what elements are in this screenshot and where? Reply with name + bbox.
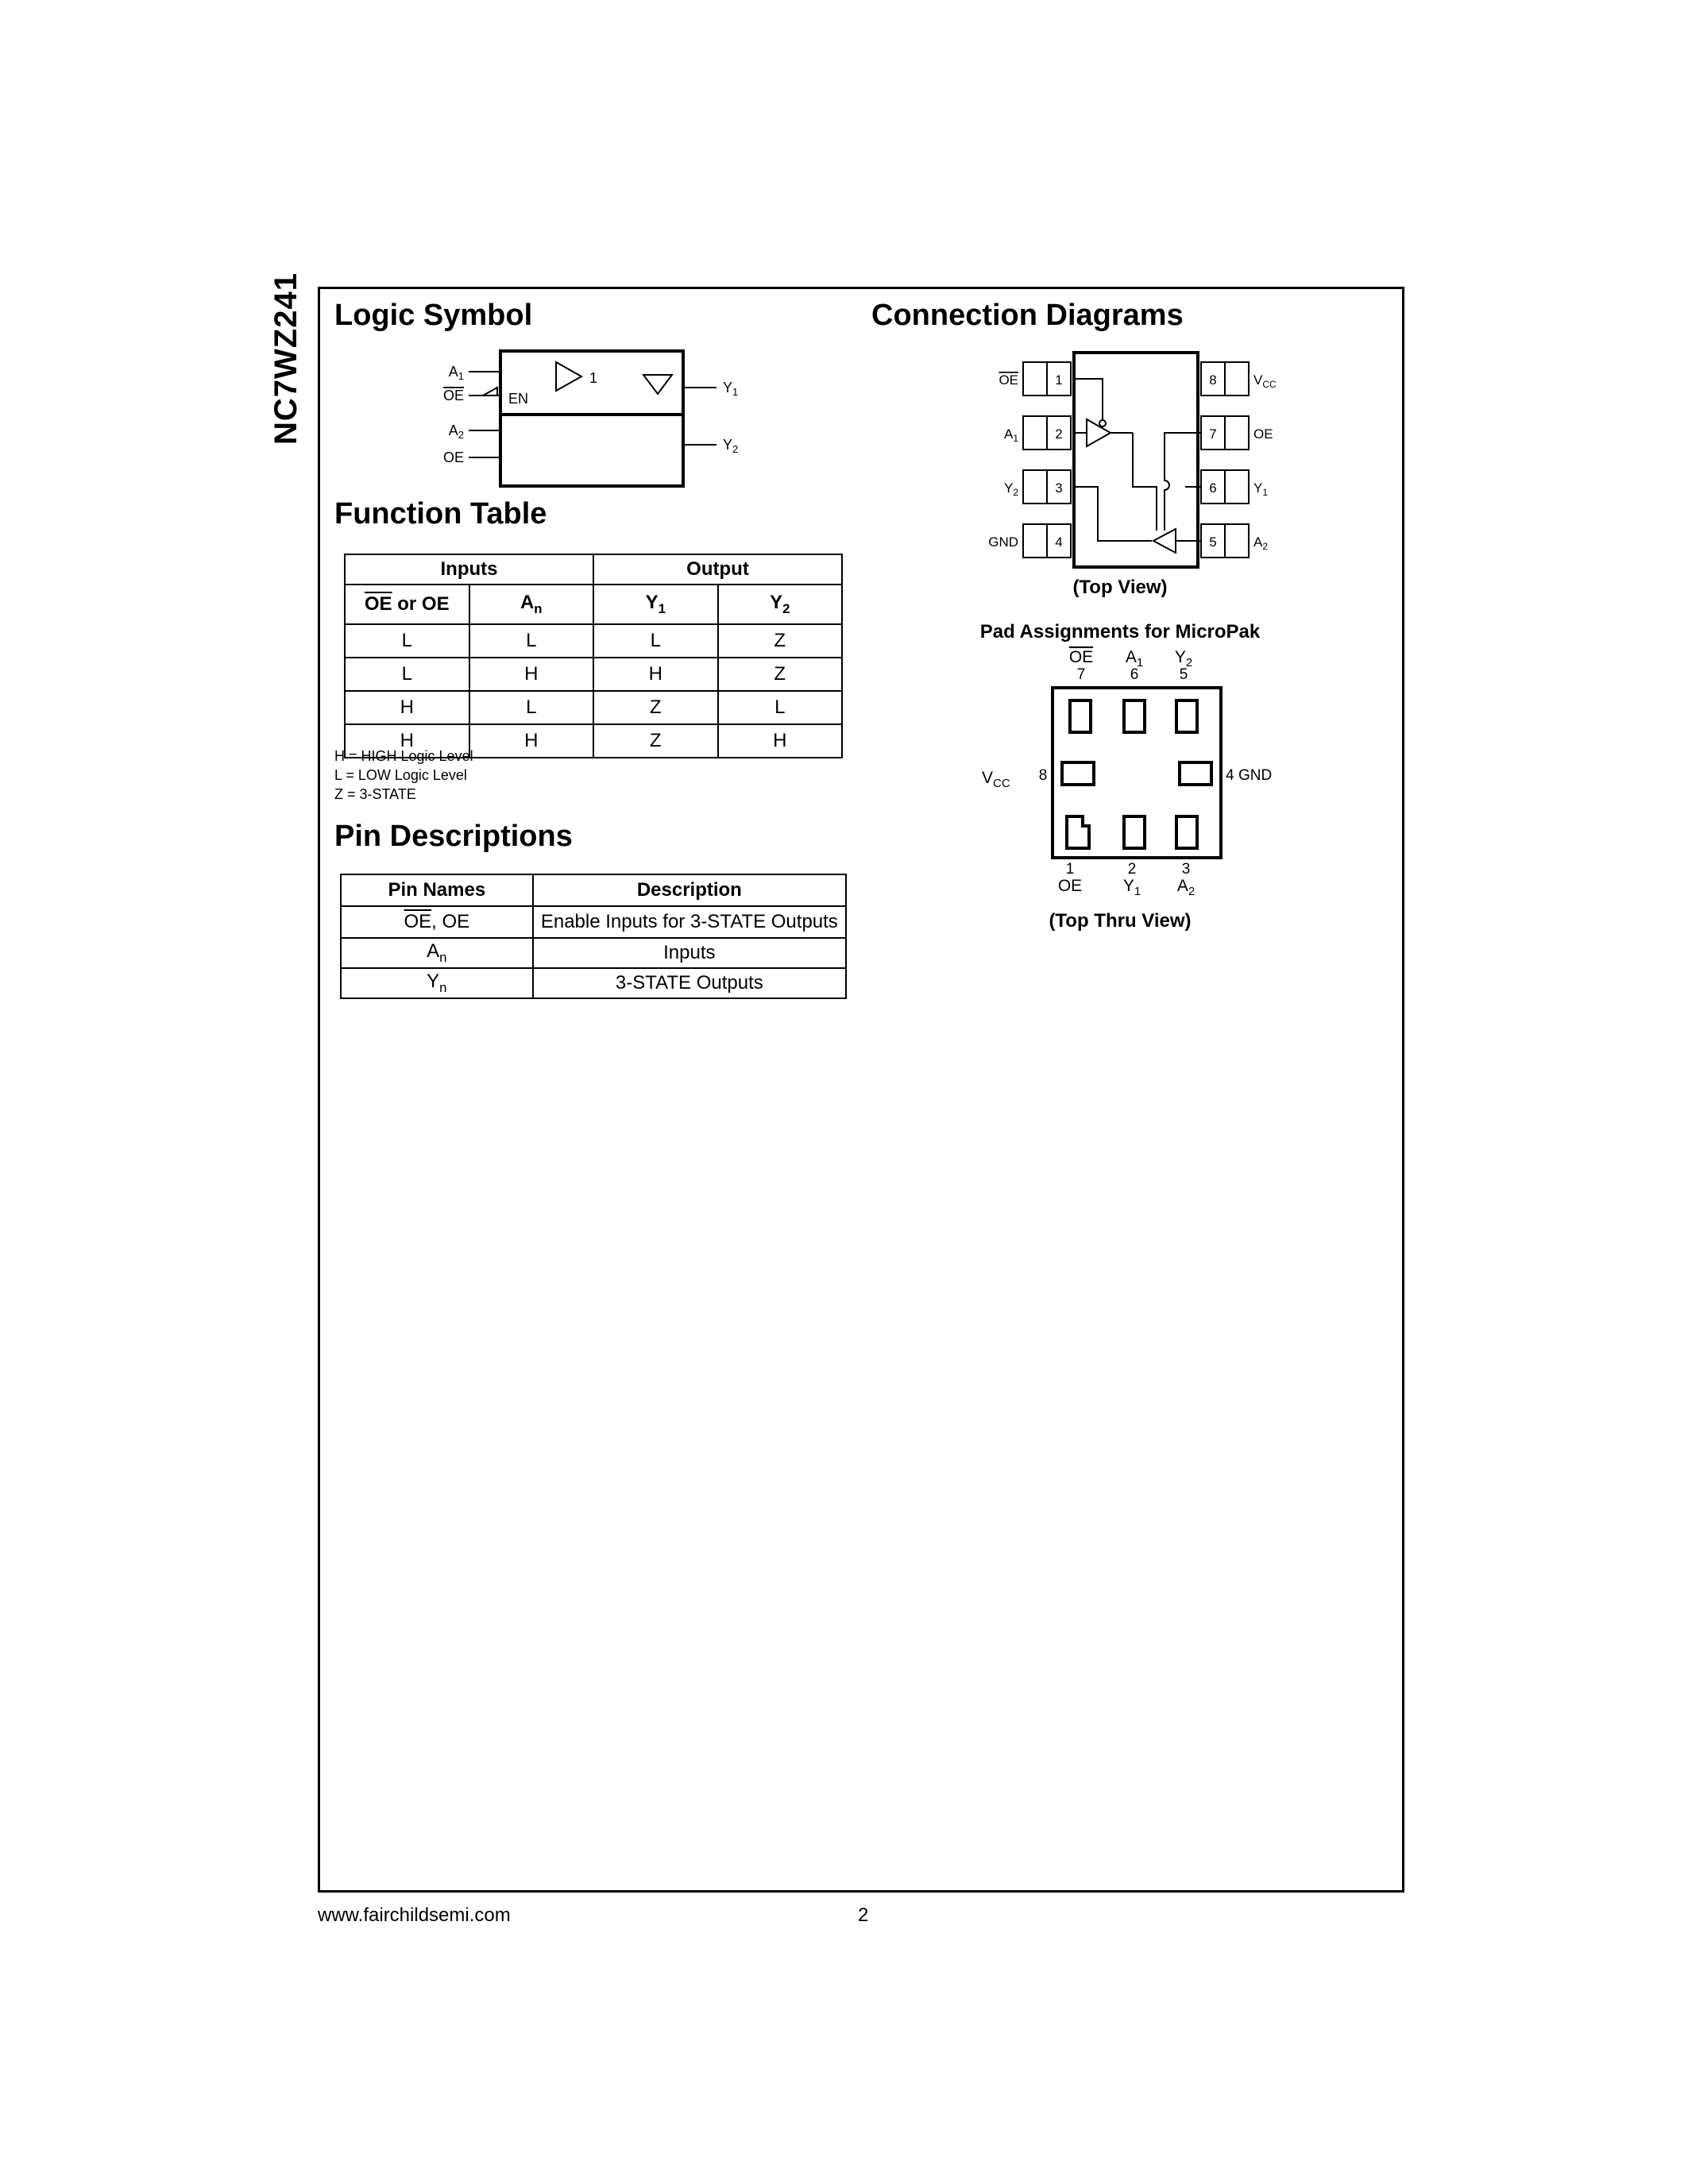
pad-number: 4 <box>1226 767 1234 784</box>
bottom-pad-label-a2: $A_2$ <box>1176 877 1196 898</box>
table-row <box>341 906 846 938</box>
pin-number: 6 <box>1209 480 1217 496</box>
pin-number: 4 <box>1055 534 1063 550</box>
table-row <box>345 658 842 691</box>
table-cell: H <box>718 724 843 758</box>
pd-description: Enable Inputs for 3-STATE Outputs <box>533 906 846 938</box>
pin-label-gnd: GND <box>988 534 1018 550</box>
table-cell: H <box>593 658 718 691</box>
heading-logic-symbol: Logic Symbol <box>334 299 533 332</box>
top-pad-label-oe: OE <box>1068 648 1094 666</box>
pd-name: $\overline{OE}$, OE <box>341 906 533 938</box>
top-pad-label-y2: $Y_2$ <box>1174 648 1193 669</box>
side-pad-label-gnd: GND <box>1238 767 1273 784</box>
table-row <box>341 938 846 968</box>
pin-label-y1: $Y_1$ <box>1253 480 1269 498</box>
ls-output-y2: $Y_2$ <box>723 437 739 455</box>
pad-4 <box>1180 762 1211 785</box>
pin-label-oe: OE <box>1253 426 1273 442</box>
pad-2 <box>1124 816 1145 848</box>
pin-number: 1 <box>1055 372 1063 388</box>
pad-number: 7 <box>1076 666 1086 683</box>
connection-caption: (Top View) <box>1072 577 1168 598</box>
ls-input-oe-bar: OE <box>442 388 464 403</box>
table-cell: L <box>469 624 594 658</box>
table-cell: L <box>593 624 718 658</box>
right-pin-boxes <box>1201 362 1249 558</box>
micropak-diagram <box>973 643 1291 905</box>
ls-input-oe: OE <box>442 450 464 465</box>
ls-en-label: EN <box>508 391 529 407</box>
side-part-number: NC7WZ241 <box>268 272 303 445</box>
logic-symbol-diagram <box>429 341 763 492</box>
ls-output-y1: $Y_1$ <box>723 380 739 398</box>
pd-name: $A_n$ <box>341 938 533 968</box>
pin-label-vcc: $V_{CC}$ <box>1253 372 1277 390</box>
buffer-1-icon <box>1087 419 1111 446</box>
footer-url[interactable]: www.fairchildsemi.com <box>318 1904 511 1926</box>
pad-3 <box>1176 816 1197 848</box>
pin-number: 3 <box>1055 480 1063 496</box>
pad-number: 3 <box>1181 861 1191 878</box>
table-cell: Z <box>718 624 843 658</box>
pin-number: 5 <box>1209 534 1217 550</box>
pad-7 <box>1070 700 1091 732</box>
micropak-caption: (Top Thru View) <box>1049 910 1192 932</box>
pad-5 <box>1176 700 1197 732</box>
ft-group-output: Output <box>593 554 842 585</box>
pad-number: 6 <box>1130 666 1139 683</box>
pin-label-a2: $A_2$ <box>1253 534 1269 552</box>
legend-high: H = HIGH Logic Level <box>334 748 473 764</box>
pad-number: 1 <box>1065 861 1075 878</box>
table-cell: Z <box>718 658 843 691</box>
pad-number: 5 <box>1179 666 1188 683</box>
pad-8 <box>1062 762 1094 785</box>
pd-name: $Y_n$ <box>341 968 533 998</box>
buffer-icon <box>556 362 581 391</box>
legend-z: Z = 3-STATE <box>334 786 416 802</box>
pd-description: 3-STATE Outputs <box>533 968 846 998</box>
function-table <box>344 554 843 758</box>
ft-group-inputs: Inputs <box>345 554 593 585</box>
legend-low: L = LOW Logic Level <box>334 767 467 783</box>
bottom-pad-label-oe: OE <box>1057 877 1083 895</box>
table-cell: H <box>345 724 469 758</box>
table-cell: L <box>345 658 469 691</box>
pad-number: 8 <box>1038 767 1048 784</box>
pin-descriptions-table <box>340 874 847 999</box>
table-row <box>341 968 846 998</box>
pad-number: 2 <box>1127 861 1137 878</box>
buffer-2-icon <box>1153 529 1176 553</box>
function-table-legend <box>334 747 473 804</box>
pd-header-names: Pin Names <box>341 874 533 906</box>
heading-connection-diagrams: Connection Diagrams <box>871 299 1184 332</box>
left-pin-boxes <box>1023 362 1071 558</box>
three-state-icon <box>643 375 672 394</box>
table-cell: Z <box>593 691 718 724</box>
heading-pin-descriptions: Pin Descriptions <box>334 820 573 853</box>
ft-col-y2: $Y_2$ <box>718 585 843 624</box>
table-row <box>345 624 842 658</box>
top-pad-label-a1: $A_1$ <box>1125 648 1144 669</box>
micropak-title: Pad Assignments for MicroPak <box>979 621 1261 642</box>
pin-number: 8 <box>1209 372 1217 388</box>
table-cell: H <box>469 658 594 691</box>
bottom-pad-label-y1: $Y_1$ <box>1122 877 1141 898</box>
ls-gate-label: 1 <box>589 370 598 386</box>
side-pad-label-vcc: $V_{CC}$ <box>982 769 1010 790</box>
heading-function-table: Function Table <box>334 497 547 531</box>
table-cell: H <box>345 691 469 724</box>
footer-page-number: 2 <box>858 1904 869 1926</box>
pad-1 <box>1067 816 1089 848</box>
pin-label-a1: $A_1$ <box>1003 426 1018 444</box>
pd-header-description: Description <box>533 874 846 906</box>
connection-diagram <box>977 349 1295 612</box>
pin-number: 2 <box>1055 426 1063 442</box>
pin-number: 7 <box>1209 426 1217 442</box>
table-cell: L <box>718 691 843 724</box>
pin-label-y2: $Y_2$ <box>1003 480 1018 498</box>
pin-label-oe-bar: OE <box>999 372 1018 388</box>
ft-col-an: $A_n$ <box>469 585 594 624</box>
table-cell: L <box>345 624 469 658</box>
ft-col-y1: $Y_1$ <box>593 585 718 624</box>
table-cell: H <box>469 724 594 758</box>
enable-bubble-icon <box>1099 420 1106 426</box>
pd-description: Inputs <box>533 938 846 968</box>
inversion-mark-icon <box>483 388 497 396</box>
table-cell: Z <box>593 724 718 758</box>
ls-input-a2: $A_2$ <box>448 423 464 441</box>
ls-input-a1: $A_1$ <box>448 364 464 382</box>
table-cell: L <box>469 691 594 724</box>
ft-col-oe: $\overline{OE}$ or OE <box>345 585 469 624</box>
table-row <box>345 691 842 724</box>
pad-6 <box>1124 700 1145 732</box>
